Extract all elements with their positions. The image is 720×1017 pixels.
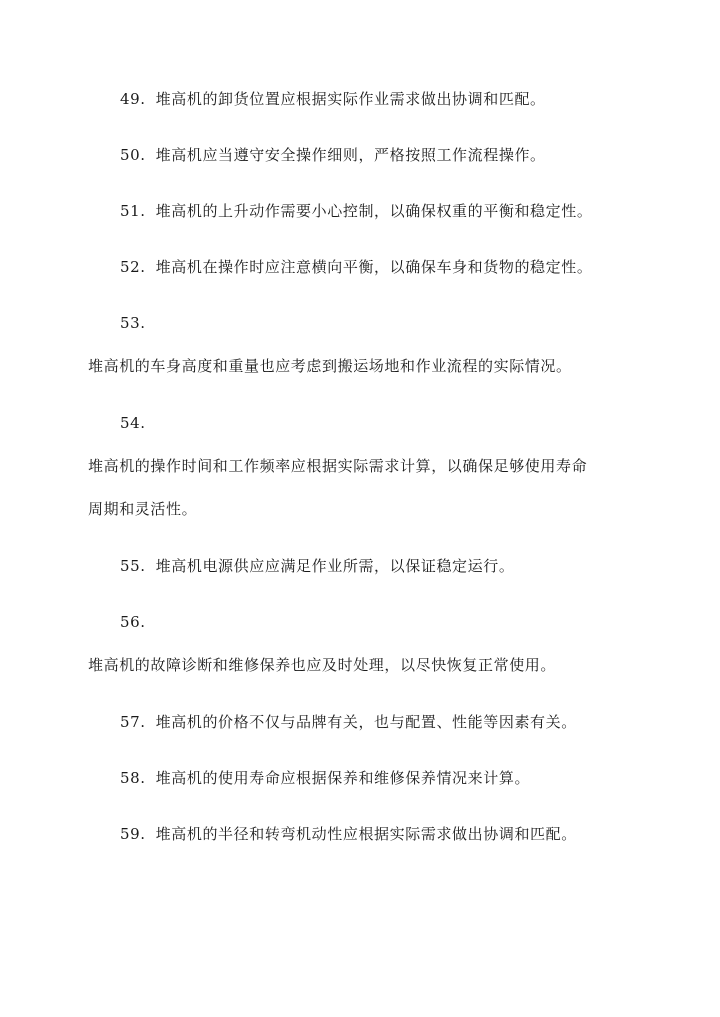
item-number: 51.: [120, 202, 146, 220]
item-number: 57.: [120, 713, 146, 731]
item-number: 59.: [120, 825, 146, 843]
item-text: 堆高机电源供应应满足作业所需，以保证稳定运行。: [155, 557, 515, 575]
item-text: 堆高机的操作时间和工作频率应根据实际需求计算，以确保足够使用寿命: [88, 457, 588, 475]
item-text: 堆高机的车身高度和重量也应考虑到搬运场地和作业流程的实际情况。: [88, 357, 572, 375]
item-number: 50.: [120, 146, 146, 164]
item-number-standalone: 53.: [120, 314, 146, 332]
list-item: [120, 768, 530, 788]
list-item: [120, 201, 592, 221]
item-text: 堆高机应当遵守安全操作细则，严格按照工作流程操作。: [155, 146, 546, 164]
item-number-standalone: 56.: [120, 613, 146, 631]
item-text: 堆高机的价格不仅与品牌有关，也与配置、性能等因素有关。: [155, 713, 577, 731]
item-number-standalone: 54.: [120, 414, 146, 432]
item-text: 堆高机的卸货位置应根据实际作业需求做出协调和匹配。: [155, 90, 546, 108]
item-text-continuation: 周期和灵活性。: [88, 500, 198, 518]
item-text: 堆高机的上升动作需要小心控制，以确保权重的平衡和稳定性。: [155, 202, 593, 220]
list-item: [120, 257, 592, 277]
item-number: 52.: [120, 258, 146, 276]
item-number: 55.: [120, 557, 146, 575]
item-text: 堆高机的故障诊断和维修保养也应及时处理，以尽快恢复正常使用。: [88, 656, 557, 674]
item-number: 49.: [120, 90, 146, 108]
list-item: [120, 556, 514, 576]
list-item: [120, 712, 577, 732]
item-text: 堆高机的使用寿命应根据保养和维修保养情况来计算。: [155, 769, 531, 787]
list-item: [120, 89, 546, 109]
list-item: [120, 145, 546, 165]
item-text: 堆高机的半径和转弯机动性应根据实际需求做出协调和匹配。: [155, 825, 577, 843]
item-text: 堆高机在操作时应注意横向平衡，以确保车身和货物的稳定性。: [155, 258, 593, 276]
item-number: 58.: [120, 769, 146, 787]
list-item: [120, 824, 577, 844]
